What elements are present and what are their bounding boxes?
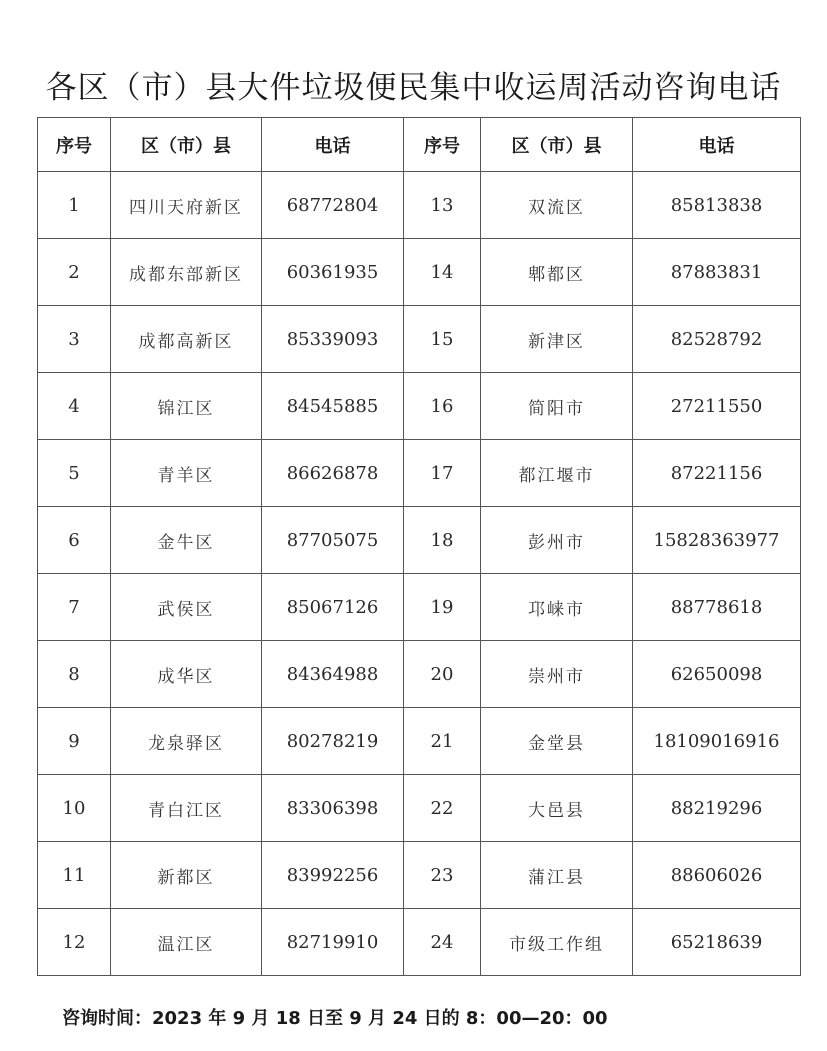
table-row [38,172,801,239]
phone-number: 88219296 [633,775,801,842]
district-name: 武侯区 [111,574,262,641]
row-number: 14 [404,239,481,306]
phone-number: 87221156 [633,440,801,507]
phone-number: 83306398 [262,775,404,842]
phone-number: 84545885 [262,373,404,440]
header-phone: 电话 [262,118,404,172]
district-name: 市级工作组 [481,909,633,976]
table-row [38,306,801,373]
district-name: 成华区 [111,641,262,708]
row-number: 13 [404,172,481,239]
district-name: 彭州市 [481,507,633,574]
row-number: 18 [404,507,481,574]
table-row [38,775,801,842]
phone-number: 65218639 [633,909,801,976]
phone-number: 62650098 [633,641,801,708]
row-number: 10 [38,775,111,842]
district-name: 崇州市 [481,641,633,708]
header-no: 序号 [404,118,481,172]
district-name: 简阳市 [481,373,633,440]
row-number: 17 [404,440,481,507]
district-name: 金堂县 [481,708,633,775]
row-number: 11 [38,842,111,909]
district-name: 龙泉驿区 [111,708,262,775]
phone-number: 87705075 [262,507,404,574]
phone-number: 82528792 [633,306,801,373]
row-number: 9 [38,708,111,775]
row-number: 21 [404,708,481,775]
row-number: 16 [404,373,481,440]
row-number: 4 [38,373,111,440]
table-row [38,239,801,306]
district-name: 金牛区 [111,507,262,574]
phone-number: 85339093 [262,306,404,373]
phone-number: 15828363977 [633,507,801,574]
district-name: 都江堰市 [481,440,633,507]
district-name: 双流区 [481,172,633,239]
table-header-row [38,118,801,172]
district-name: 蒲江县 [481,842,633,909]
header-no: 序号 [38,118,111,172]
phone-number: 27211550 [633,373,801,440]
district-name: 大邑县 [481,775,633,842]
phone-number: 68772804 [262,172,404,239]
row-number: 20 [404,641,481,708]
phone-number: 88778618 [633,574,801,641]
header-district: 区（市）县 [111,118,262,172]
district-name: 锦江区 [111,373,262,440]
phone-number: 18109016916 [633,708,801,775]
phone-number: 82719910 [262,909,404,976]
phone-number: 87883831 [633,239,801,306]
district-name: 成都高新区 [111,306,262,373]
district-name: 邛崃市 [481,574,633,641]
row-number: 24 [404,909,481,976]
phone-number: 85067126 [262,574,404,641]
phone-number: 86626878 [262,440,404,507]
hotline-table [37,117,801,976]
consultation-time: 咨询时间：2023 年 9 月 18 日至 9 月 24 日的 8：00—20：00 [62,1008,608,1029]
row-number: 1 [38,172,111,239]
table-body [38,172,801,976]
table-row [38,842,801,909]
row-number: 22 [404,775,481,842]
table-row [38,909,801,976]
district-name: 青羊区 [111,440,262,507]
row-number: 2 [38,239,111,306]
phone-number: 88606026 [633,842,801,909]
phone-number: 60361935 [262,239,404,306]
table-row [38,708,801,775]
district-name: 温江区 [111,909,262,976]
table-row [38,373,801,440]
row-number: 5 [38,440,111,507]
phone-number: 85813838 [633,172,801,239]
district-name: 青白江区 [111,775,262,842]
phone-number: 80278219 [262,708,404,775]
district-name: 成都东部新区 [111,239,262,306]
row-number: 19 [404,574,481,641]
table-row [38,440,801,507]
row-number: 15 [404,306,481,373]
header-phone: 电话 [633,118,801,172]
district-name: 新都区 [111,842,262,909]
district-name: 郫都区 [481,239,633,306]
district-name: 新津区 [481,306,633,373]
phone-number: 83992256 [262,842,404,909]
phone-number: 84364988 [262,641,404,708]
district-name: 四川天府新区 [111,172,262,239]
page-title: 各区（市）县大件垃圾便民集中收运周活动咨询电话 [45,70,782,106]
row-number: 23 [404,842,481,909]
table-row [38,574,801,641]
row-number: 12 [38,909,111,976]
row-number: 3 [38,306,111,373]
row-number: 6 [38,507,111,574]
table-row [38,641,801,708]
header-district: 区（市）县 [481,118,633,172]
table-row [38,507,801,574]
row-number: 7 [38,574,111,641]
row-number: 8 [38,641,111,708]
